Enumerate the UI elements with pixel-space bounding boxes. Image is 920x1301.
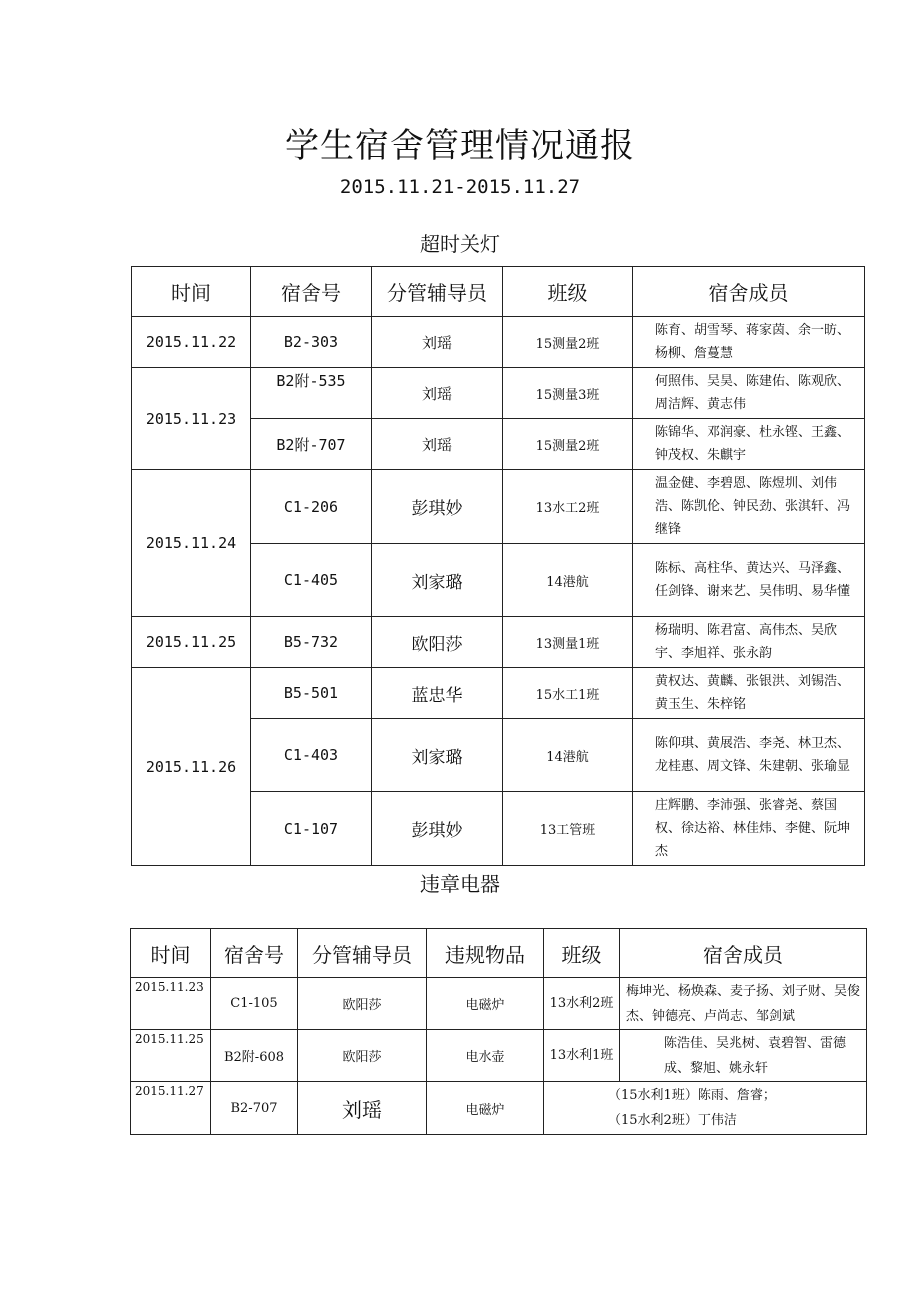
header-counselor: 分管辅导员 <box>372 267 503 317</box>
room-cell: B2-707 <box>211 1082 298 1135</box>
class-cell: 14港航 <box>503 719 633 792</box>
members-cell: 庄辉鹏、李沛强、张睿尧、蔡国权、徐达裕、林佳炜、李健、阮坤杰 <box>633 792 865 866</box>
header-counselor: 分管辅导员 <box>298 929 427 978</box>
lights-out-table <box>131 266 865 866</box>
date-cell: 2015.11.26 <box>132 668 251 866</box>
header-members: 宿舍成员 <box>633 267 865 317</box>
counselor-cell: 刘瑶 <box>372 368 503 419</box>
header-item: 违规物品 <box>427 929 544 978</box>
date-cell: 2015.11.23 <box>131 978 211 1030</box>
date-cell: 2015.11.25 <box>131 1030 211 1082</box>
header-time: 时间 <box>131 929 211 978</box>
date-cell: 2015.11.25 <box>132 617 251 668</box>
members-cell: 陈浩佳、吴兆树、袁碧智、雷德成、黎旭、姚永轩 <box>620 1030 867 1082</box>
class-cell: 13水利1班 <box>544 1030 620 1082</box>
room-cell: B5-732 <box>251 617 372 668</box>
counselor-cell: 刘家璐 <box>372 719 503 792</box>
table-row <box>132 668 865 719</box>
counselor-cell: 蓝忠华 <box>372 668 503 719</box>
counselor-cell: 欧阳莎 <box>298 1030 427 1082</box>
class-cell: 14港航 <box>503 544 633 617</box>
header-class: 班级 <box>544 929 620 978</box>
table-row <box>132 368 865 419</box>
date-range: 2015.11.21-2015.11.27 <box>339 176 581 198</box>
item-cell: 电磁炉 <box>427 1082 544 1135</box>
counselor-cell: 刘瑶 <box>372 419 503 470</box>
header-time: 时间 <box>132 267 251 317</box>
table-row <box>131 1030 867 1082</box>
item-cell: 电磁炉 <box>427 978 544 1030</box>
counselor-cell: 欧阳莎 <box>372 617 503 668</box>
members-cell: 陈标、高柱华、黄达兴、马泽鑫、任剑锋、谢来艺、吴伟明、易华懂 <box>633 544 865 617</box>
counselor-cell: 刘瑶 <box>298 1082 427 1135</box>
table-row <box>131 978 867 1030</box>
header-room: 宿舍号 <box>251 267 372 317</box>
room-cell: B5-501 <box>251 668 372 719</box>
members-cell: 梅坤光、杨焕森、麦子扬、刘子财、吴俊杰、钟德亮、卢尚志、邹剑斌 <box>620 978 867 1030</box>
members-cell: 黄权达、黄麟、张银洪、刘锡浩、黄玉生、朱梓铭 <box>633 668 865 719</box>
room-cell: C1-105 <box>211 978 298 1030</box>
class-members-line: （15水利2班）丁伟洁 <box>608 1113 737 1128</box>
class-cell: 15测量2班 <box>503 317 633 368</box>
table-row <box>132 470 865 544</box>
room-cell: C1-107 <box>251 792 372 866</box>
header-members: 宿舍成员 <box>620 929 867 978</box>
class-cell: 13水工2班 <box>503 470 633 544</box>
room-cell: B2-303 <box>251 317 372 368</box>
header-class: 班级 <box>503 267 633 317</box>
members-cell: 陈锦华、邓润豪、杜永铿、王鑫、钟茂权、朱麒宇 <box>633 419 865 470</box>
header-room: 宿舍号 <box>211 929 298 978</box>
counselor-cell: 彭琪妙 <box>372 470 503 544</box>
room-cell: B2附-608 <box>211 1030 298 1082</box>
counselor-cell: 彭琪妙 <box>372 792 503 866</box>
date-cell: 2015.11.24 <box>132 470 251 617</box>
table-header-row <box>132 267 865 317</box>
table-header-row <box>131 929 867 978</box>
table-row <box>131 1082 867 1135</box>
item-cell: 电水壶 <box>427 1030 544 1082</box>
section-heading-lights: 超时关灯 <box>420 232 500 256</box>
room-cell: C1-403 <box>251 719 372 792</box>
room-cell: C1-405 <box>251 544 372 617</box>
date-cell: 2015.11.22 <box>132 317 251 368</box>
class-cell: 15测量2班 <box>503 419 633 470</box>
room-cell: B2附-535 <box>251 368 372 419</box>
date-cell: 2015.11.27 <box>131 1082 211 1135</box>
appliances-table <box>130 928 867 1135</box>
class-members-cell <box>544 1082 867 1135</box>
room-cell: B2附-707 <box>251 419 372 470</box>
counselor-cell: 刘瑶 <box>372 317 503 368</box>
counselor-cell: 刘家璐 <box>372 544 503 617</box>
table-row <box>132 317 865 368</box>
class-members-line: （15水利1班）陈雨、詹睿； <box>608 1088 776 1103</box>
class-cell: 13工管班 <box>503 792 633 866</box>
members-cell: 陈仰琪、黄展浩、李尧、林卫杰、龙桂惠、周文锋、朱建朝、张瑜显 <box>633 719 865 792</box>
counselor-cell: 欧阳莎 <box>298 978 427 1030</box>
date-cell: 2015.11.23 <box>132 368 251 470</box>
members-cell: 杨瑞明、陈君富、高伟杰、吴欣宇、李旭祥、张永韵 <box>633 617 865 668</box>
page-title: 学生宿舍管理情况通报 <box>285 126 635 166</box>
members-cell: 陈育、胡雪琴、蒋家茵、余一昉、杨柳、詹蔓慧 <box>633 317 865 368</box>
section-heading-appliances: 违章电器 <box>420 872 500 896</box>
table-row <box>132 617 865 668</box>
room-cell: C1-206 <box>251 470 372 544</box>
members-cell: 温金健、李碧恩、陈煜圳、刘伟浩、陈凯伦、钟民劲、张淇轩、冯继锋 <box>633 470 865 544</box>
class-cell: 15测量3班 <box>503 368 633 419</box>
members-cell: 何照伟、吴昊、陈建佑、陈观欣、周洁辉、黄志伟 <box>633 368 865 419</box>
class-cell: 15水工1班 <box>503 668 633 719</box>
class-cell: 13水利2班 <box>544 978 620 1030</box>
class-cell: 13测量1班 <box>503 617 633 668</box>
